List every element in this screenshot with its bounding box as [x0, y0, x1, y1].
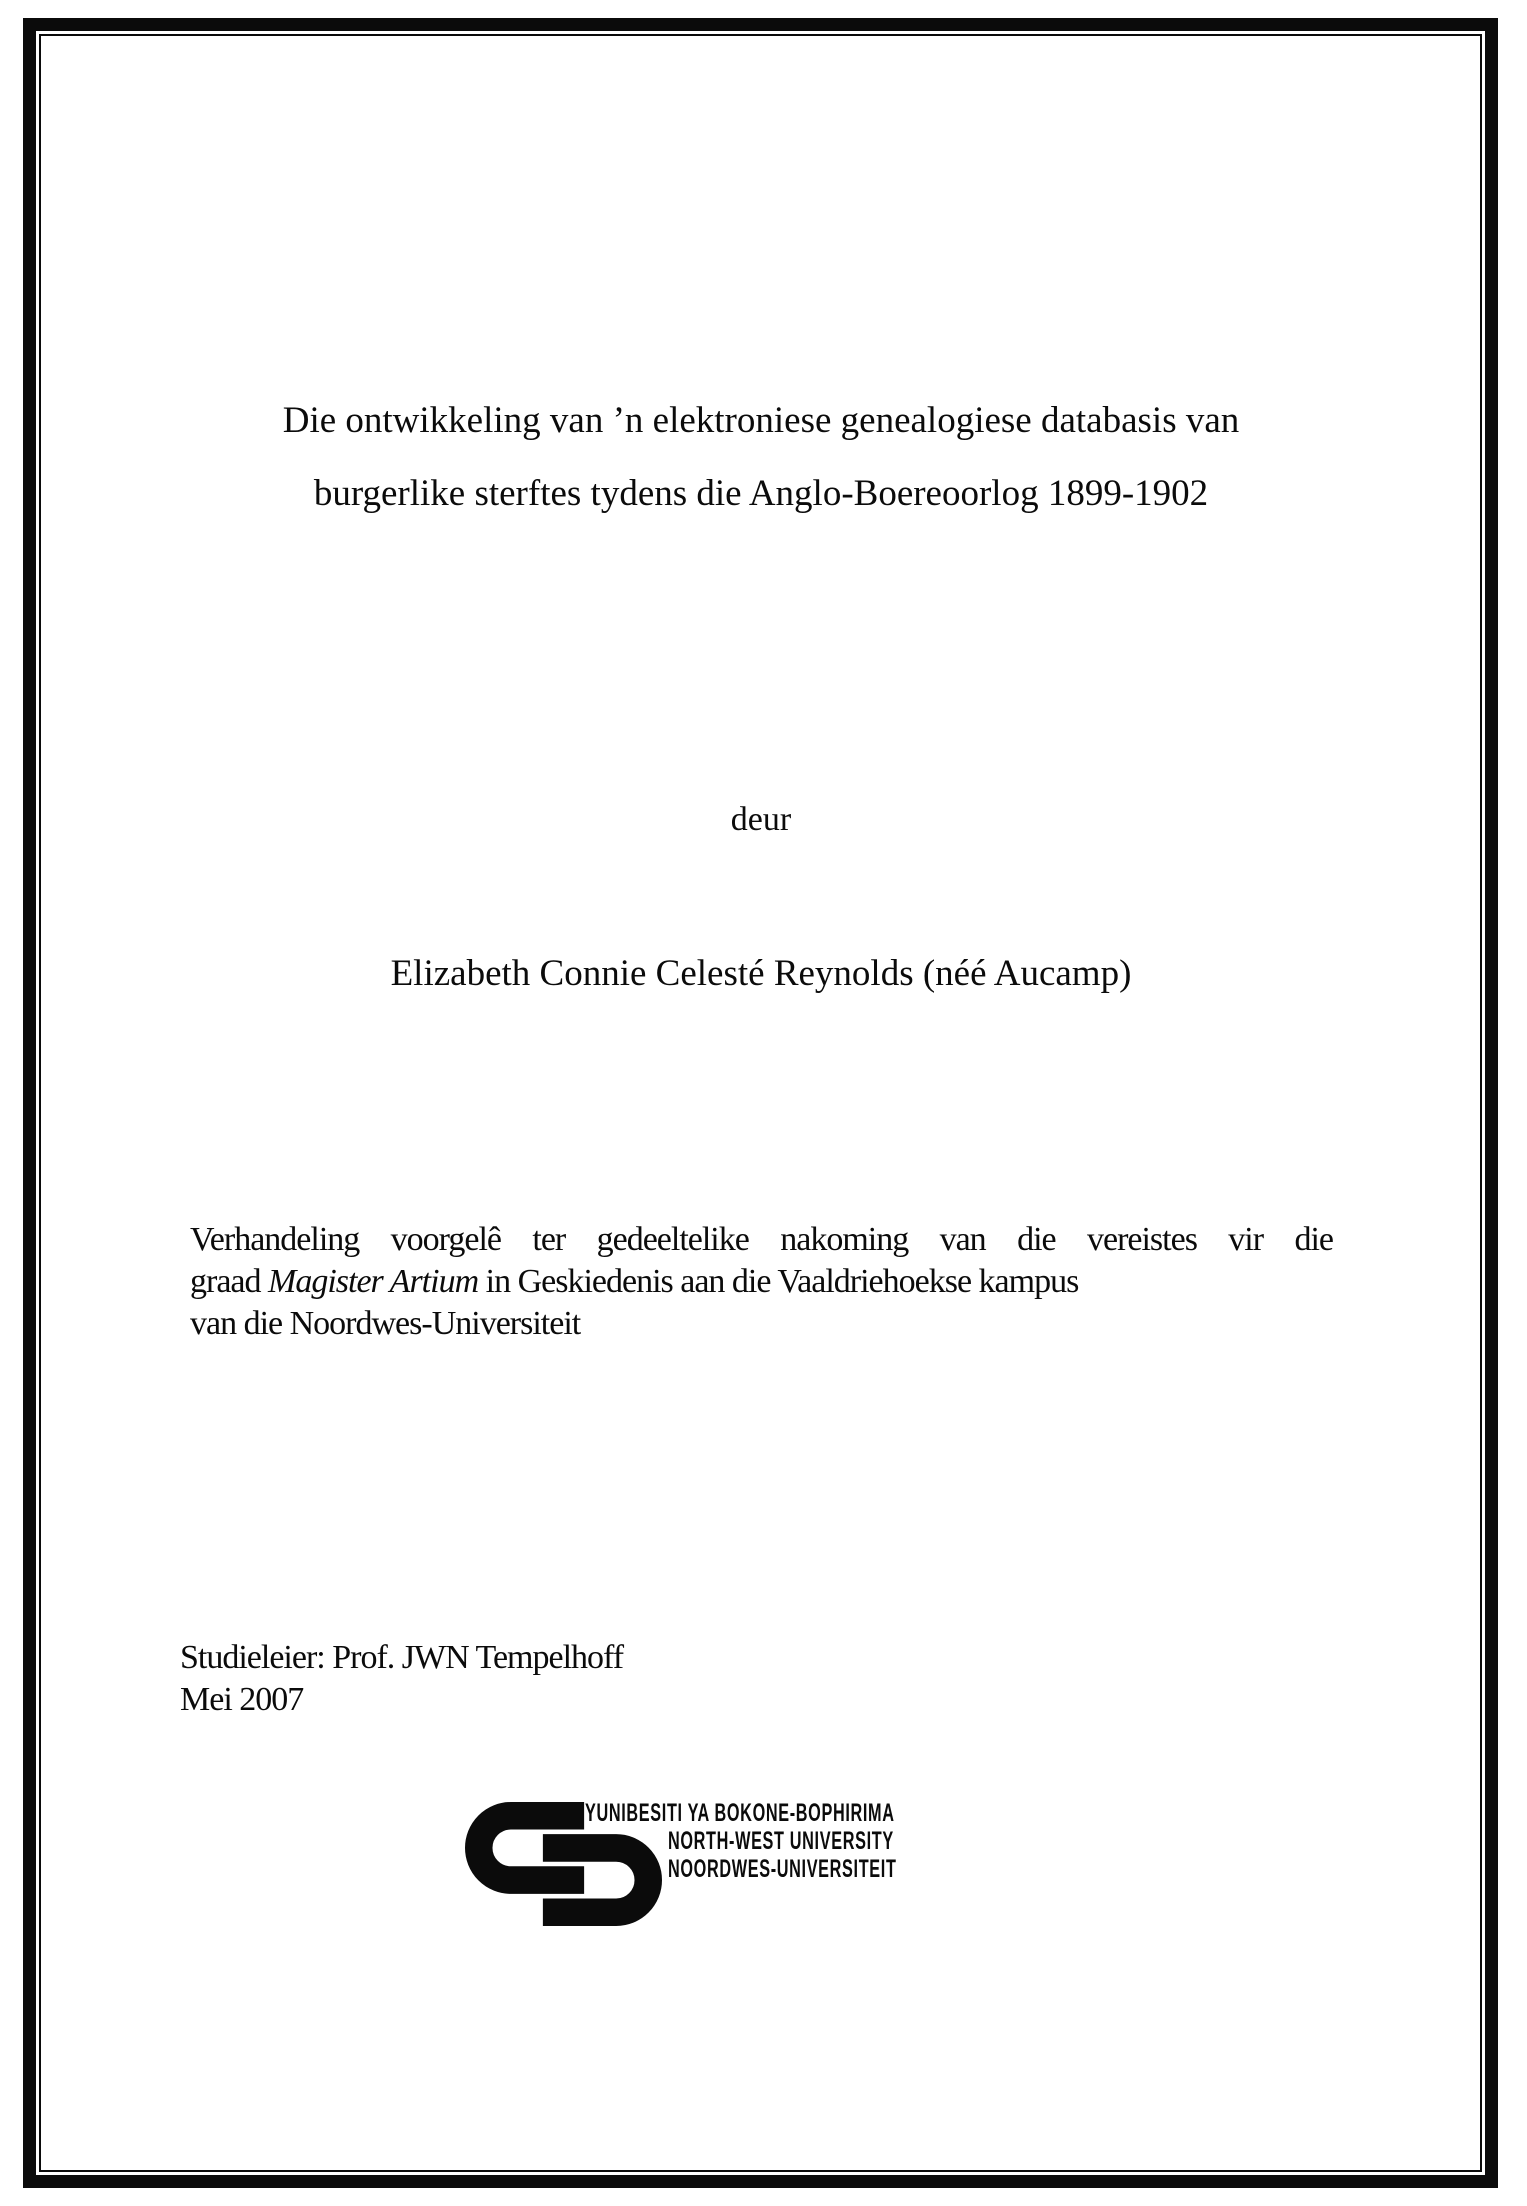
thesis-title-line2: burgerlike sterftes tydens die Anglo-Boereoorlog 1899-1902 [313, 473, 1209, 514]
degree-name-italic: Magister Artium [268, 1263, 479, 1300]
degree-statement-line3: van die Noordwes-Universiteit [190, 1305, 581, 1342]
byline-deur: deur [730, 801, 792, 838]
thesis-title-line1: Die ontwikkeling van ’n elektroniese genealogiese databasis van [282, 400, 1240, 441]
supervisor-block [180, 1637, 623, 1721]
date-line: Mei 2007 [180, 1681, 304, 1718]
supervisor-line: Studieleier: Prof. JWN Tempelhoff [180, 1639, 624, 1676]
logo-text-english: NORTH-WEST UNIVERSITY [668, 1827, 894, 1855]
degree-statement-line2 [190, 1261, 1333, 1303]
thesis-title [39, 384, 1483, 530]
degree-statement-line1: Verhandeling voorgelê ter gedeeltelike nakoming van die vereistes vir die [190, 1221, 1333, 1258]
degree-statement [190, 1219, 1333, 1345]
author-name: Elizabeth Connie Celesté Reynolds (néé Aucamp) [390, 953, 1132, 994]
logo-text-afrikaans: NOORDWES-UNIVERSITEIT [668, 1855, 897, 1883]
logo-text-setswana: YUNIBESITI YA BOKONE-BOPHIRIMA [585, 1799, 895, 1827]
degree-statement-line2-post: in Geskiedenis aan die Vaaldriehoekse kampus [478, 1263, 1079, 1300]
university-logo-text [585, 1799, 1061, 1883]
degree-statement-line2-pre: graad [190, 1263, 269, 1300]
